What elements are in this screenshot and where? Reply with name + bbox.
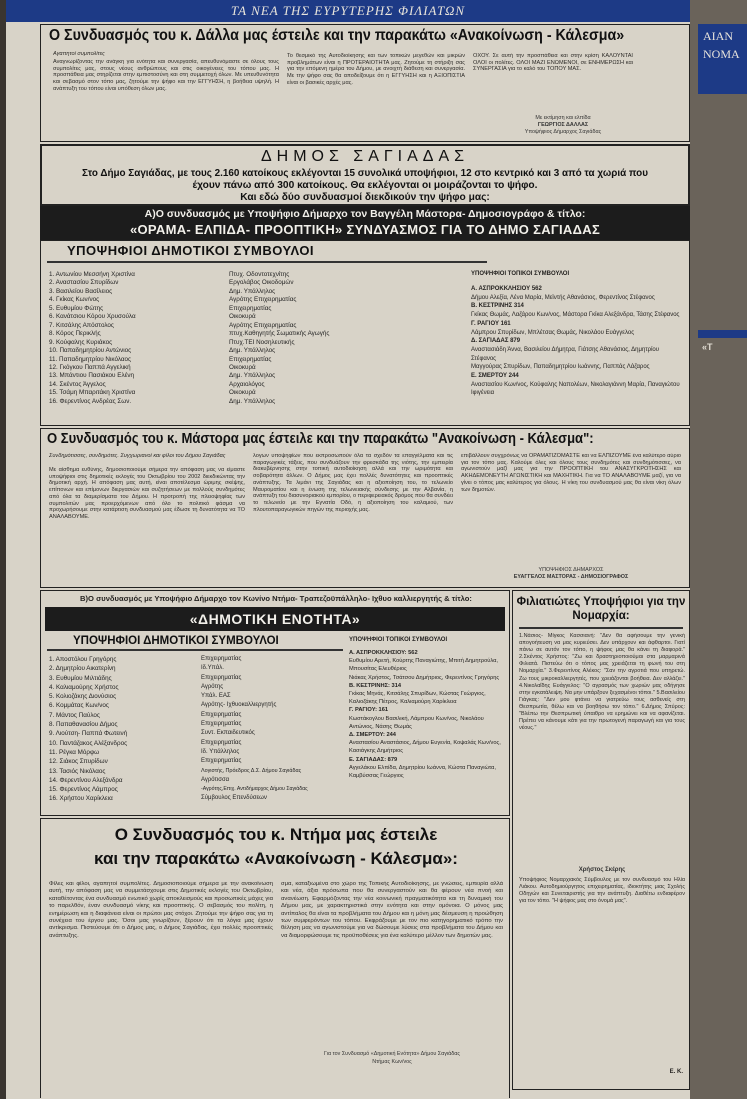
combo-a-jobs <box>229 271 465 406</box>
ntimas-col2: σμα, καταξιωμένα στο χώρο της Τοπικής Αυτοδιοίκησης, με γνώσεις, εμπειρία αλλά και νέα, άξια πρόσωπα που θα συνεργαστούν και θα φέρουν νέα πνοή και ανανέωση. Εφαρμόζοντας την νέα κοινωνική πραγματικότητα και τη δυναμική του Δήμου μας, με χαρακτηριστικά στην ενότητα και στην ομόνοια. Ο μόνος μας αντίπαλος θα είναι τα προβλήματα του Δήμου και η μόνη μας δέσμευση η προώθηση των συμφερόντων του τόπου. Εκφράζουμε με τον πιο κατηγορηματικό τρόπο την θέληση μας να αγωνιστούμε για να δώσουμε λύσεις στα προβλήματα του Δήμου και να διαμορφώσουμε τις προϋποθέσεις για ένα καλύτερο μέλλον των δημοτών μας. <box>281 881 503 939</box>
dallas-signer-role: Υποψήφιος Δήμαρχος Σαγιάδας <box>524 129 602 135</box>
combo-b-banner <box>45 607 505 631</box>
list-item: 13. Τασιός Νικόλαος <box>49 767 106 775</box>
local-village: Α. ΑΣΠΡΟΚΚΛΗΣΙΟΥ 562 <box>471 286 542 292</box>
combo-b-names <box>49 655 199 804</box>
list-item: Οικοκυρά <box>229 363 256 371</box>
combo-a-names <box>49 271 225 406</box>
municipality-line1: Στο Δήμο Σαγιάδας, με τους 2.160 κατοίκους εκλέγονται 15 συνολικά υποψήφιοι, 12 στο κεντρικό και 3 από τα χωριά που <box>82 168 648 179</box>
list-item: Δημ. Υπάλληλος <box>229 347 276 355</box>
list-item: Συντ. Εκπαιδευτικός <box>201 730 255 737</box>
list-item: Αγρότης <box>201 683 224 690</box>
local-names: Γκίκας Θωμάς, Λαζάρου Κων/νος, Μάστορα Γκίκα Αλεξάνδρα, Τάσης Στέφανος <box>471 312 680 319</box>
list-item: 16. Χρήστου Χαρίκλεια <box>49 795 113 803</box>
filiates-sig-name: Χρήστος Σκέρης <box>578 867 626 873</box>
combo-b-line2: «ΔΗΜΟΤΙΚΗ ΕΝΟΤΗΤΑ» <box>189 611 361 627</box>
masthead: ΤΑ ΝΕΑ ΤΗΣ ΕΥΡΥΤΕΡΗΣ ΦΙΛΙΑΤΩΝ <box>6 0 690 22</box>
list-item: Επιχειρηματίας <box>201 758 242 765</box>
mastoras-signer-role: ΥΠΟΨΗΦΙΟΣ ΔΗΜΑΡΧΟΣ <box>538 567 604 573</box>
local-names: Αναστασιάδη Άννα, Βασιλείου Δήμητρα, Γιάτσης Αθανάσιος, Δημητρίου Στέφανος <box>471 346 660 362</box>
list-item: 10. Παντάζακος Αλέξανδρος <box>49 739 128 747</box>
list-item: πτυχ.Καθηγητής Σωματικής Αγωγής <box>229 330 330 338</box>
mastoras-announcement <box>40 428 690 588</box>
combo-b-local <box>349 649 507 780</box>
municipality-title: ΔΗΜΟΣ ΣΑΓΙΑΔΑΣ <box>260 148 470 165</box>
list-item: 2. Δημητρίου Αικατερίνη <box>49 665 116 673</box>
list-item: Αγρότης Επιχειρηματίας <box>229 296 297 304</box>
local-village: Α. ΑΣΠΡΟΚΚΛΗΣΙΟΥ: 562 <box>349 650 418 656</box>
list-item: Αγρότης Επιχειρηματίας <box>229 321 297 329</box>
list-item: Οικοκυρά <box>229 313 256 321</box>
adjacent-page-edge <box>690 0 747 1099</box>
list-item: 5. Ευθυμίου Φώτης <box>49 304 104 312</box>
list-item: Λογιστής, Πρόεδρος Δ.Σ. Δήμου Σαγιάδας <box>201 767 302 774</box>
dallas-greeting: Αγαπητοί συμπολίτες <box>53 51 105 57</box>
list-item: 10. Παπαδημητρίου Αντώνιος <box>49 347 132 355</box>
list-item: 7. Μάντος Παύλος <box>49 711 100 719</box>
local-names: Δήμου Αλεξία, Λένα Μαρία, Μεϊντής Αθανάσιος, Φερεντίνος Στέφανος <box>471 294 655 301</box>
list-item: Σύμβουλος Επενδύσεων <box>201 795 267 802</box>
list-item: 16. Φερεντίνος Ανδρέας Σων. <box>49 397 132 405</box>
list-item: 11. Ρέγκα Μόρφω <box>49 748 99 756</box>
mastoras-col1: Με αίσθημα ευθύνης, δημοσιοποιούμε σήμερα την απόφαση μας να είμαστε υποψήφιοι στις δημοτικές εκλογές του Οκτωβρίου του 2002 διεκδικώντας την δημοτική αρχή. Η απόφαση μας αυτή, είναι αποτέλεσμα ώριμης σκέψης, επίπονων και επίμονων διεργασιών και συζητήσεων με πολλούς συνδημότες από όλα τα διαμερίσματα του Δήμου. Η προτροπή της πλειοψηφίας των συμπολιτών μας προερχόμενων από όλο το πολιτικό φάσμα να προχωρήσουμε στην κατάρτιση συνδυασμού μας έδωσε τη δυνατότητα να ΤΟ ΑΝΑΛΑΒΟΥΜΕ. <box>49 467 245 520</box>
list-item: Δημ. Υπάλληλος <box>229 287 276 295</box>
combo-a-local <box>471 285 685 398</box>
list-item: Επιχειρηματίας <box>201 656 242 662</box>
list-item: Δημ. Υπάλληλος <box>229 372 276 380</box>
local-village: Γ. ΡΑΓΙΟΥ: 161 <box>349 707 389 714</box>
list-item: Ιδ. Υπάλληλος <box>201 748 240 755</box>
list-item: Οικοκυρά <box>229 389 256 397</box>
local-village: Β. ΚΕΣΤΡΙΝΗΣ: 314 <box>349 682 402 689</box>
local-village: Β. ΚΕΣΤΡΙΝΗΣ 314 <box>471 303 524 310</box>
filiates-rule <box>519 627 683 629</box>
ntimas-signoff: Για τον Συνδυασμό «Δημοτική Ενότητα» Δήμου Σαγιάδας <box>324 1051 460 1057</box>
combo-a-list-title: ΥΠΟΨΗΦΙΟΙ ΔΗΜΟΤΙΚΟΙ ΣΥΜΒΟΥΛΟΙ <box>67 243 315 258</box>
list-item: Επιχειρηματίας <box>201 739 242 746</box>
list-item: 9. Κούφαλης Κυριάκος <box>49 338 113 346</box>
list-item: 6. Κομμάτας Κων/νος <box>49 702 109 710</box>
adjacent-page-strip <box>698 330 747 338</box>
list-item: 12. Γκόγκου Παππά Αγγελική <box>49 363 131 371</box>
list-item: 13. Μπάντιου Πασιάκου Ελένη <box>49 372 135 380</box>
ntimas-signer: Ντήμας Κων/νος <box>372 1059 412 1065</box>
mastoras-col2: λογων υποψηφίων που εκπροσωπούν όλα τα σχεδόν τα επαγγέλματα και τις παραγωγικές τάξεις, που συνδυάζουν την φρεσκάδα της νιότης, την εμπειρία διακυβέρνησης στην τοπική αυτοδιοίκηση αλλά και την ωριμότητα και σοβαρότητα άλλων. Ο Δήμος μας έχει πολλές δυνατότητες και προοπτικές ανάπτυξης. Τα λιμάνι της Σαγιάδας και η αξιοποίηση του, το τελωνείο Μαυροματίου και η ένωση της τελωνειακής σύνδεσης με την Αλβανία, η ανάπτυξη του διασυνοριακού εμπορίου, ο περιφερειακός δρόμος που θα συνδέει το τελωνείο με την Εγνατία Οδό, η αξιοποίηση του καλαμιού, των πλουτοπαραγωγικών πηγών της περιοχής μας. <box>253 453 453 513</box>
filiates-body: 1.Νάσιος- Μίγκος Κασσιανή: "Δεν θα αφήσουμε την γενική απογοήτευση να μας κυριεύσει. Δεν υπάρχουν και άφθαρτοι. Γιατί πάνω σε αυτόν τον τόπο, η ψήφος μας θα κάνει τη διαφορά." 2.Σκέντος Χρήστος: "Ζω και δραστηριοποιούμαι στα μαρμαρινά Φιλιατά. Πιστεύω ότι ο τόπος μας χρειάζεται τη φωνή του στη Νομαρχία." 3.Φερεντίνος Αλέκος: "Σαν την αγροτιά που υπηρετώ. Ζω τους μικροκαλλιεργητές, που χρειάζονται βοήθεια. Δεν αλλάζει." 4.Νικολαΐδης Ευάγγελος: "Ο αγρασμός των χωριών μας οδήγησε στην εγκατάλειψη. Να μην υπάρξουν ξεχασμένοι τόποι." 5.Βασιλείου Γιάγκας: "Δεν μου φτάνει να γιατρεύω τους ασθενείς στη Θεσπρωτία, θέλω και να βοηθήσω τον τόπο." 6.Δήμος Σπύρος: "Βλέπω την Θεσπρωτική ύπαιθρο να ερημώνει και να αφανίζεται. Πρέπει να κάνουμε κάτι για την πρωτογενή παραγωγή και για τους νέους." <box>519 633 685 732</box>
dallas-col2: Το θεσμικό της Αυτοδιοίκησης και των τοπικών μεγεθών και μικρών προβλημάτων είναι η ΠΡΟΤΕΡΑΙΟΤΗΤΑ μας. Ζητούμε τη στήριξη σας για την επόμενη ημέρα του Δήμου, με ανοιχτή διάθεση και συνεργασία. Με την ψήφο σας θα αποδείξουμε ότι η ΕΓΓΥΗΣΗ και η ΑΞΙΟΠΙΣΤΙΑ είναι οι βασικές αρχές μας. <box>287 53 465 86</box>
adjacent-page-heading: ΑΙΑΝ ΝΟΜΑ <box>698 24 747 94</box>
local-names: Μαγγούρας Σπυρίδων, Παπαδημητρίου Ιωάννης, Παππάς Λάζαρος <box>471 364 650 371</box>
list-item: 15. Φερεντίνος Λάμπρος <box>49 786 118 794</box>
mastoras-signer: ΕΥΑΓΓΕΛΟΣ ΜΑΣΤΟΡΑΣ - ΔΗΜΟΣΙΟΓΡΑΦΟΣ <box>513 574 629 580</box>
list-item: Επιχειρηματίας <box>201 674 242 681</box>
list-item: Αγρότης- Ιχθυοκαλλιεργητής <box>201 702 277 709</box>
local-village: Ε. ΣΜΕΡΤΟΥ 244 <box>471 373 519 380</box>
mastoras-greeting: Συνδημότισσες, συνδημότες. Συγχωριανοί και φίλοι του Δήμου Σαγιάδας <box>49 453 226 459</box>
ntimas-col1: Φίλες και φίλοι, αγαπητοί συμπολίτες. Δημοσιοποιούμε σήμερα με την ανακοίνωση αυτή, την απόφαση μας να συμμετάσχουμε στις Δημοτικές εκλογές του Οκτωβρίου, καταθέτοντας ένα συνδυασμό ενωτικό χωρίς αποκλεισμούς και προσωπικές μάχες για το παρελθόν, έναν συνδυασμό νίκης και προοπτικής. Ο σεβασμός του πολίτη, η ενημέρωση και η διαφάνεια είναι οι πρώτοι μας στόχοι. Ζητούμε την ψήφο σας για τη συνέχεια του έργου μας. Όσοι μας γνωρίζουν, ξέρουν ότι τα λόγια μας έχουν αντίκρισμα. Πιστεύουμε ότι ο Δήμος μας, ο Δήμος Σαγιάδας, έχει πολλές προοπτικές ανάπτυξης. <box>49 881 273 939</box>
list-item: 3. Βασιλείου Βασίλειος <box>49 287 113 295</box>
local-village: Δ. ΣΑΓΙΑΔΑΣ 879 <box>471 338 521 345</box>
filiates-title: Φιλιατιώτες Υποψήφιοι για την Νομαρχία: <box>516 596 686 622</box>
list-item: 15. Τσάμη Μπαριτάκη Χριστίνα <box>49 389 136 397</box>
combo-b-section <box>40 590 510 816</box>
dallas-signer: ΓΕΩΡΓΙΟΣ ΔΑΛΛΑΣ <box>537 122 589 128</box>
filiates-section <box>512 590 690 1090</box>
combo-b-list-title: ΥΠΟΨΗΦΙΟΙ ΔΗΜΟΤΙΚΟΙ ΣΥΜΒΟΥΛΟΙ <box>73 635 279 647</box>
local-names: Γκίκας Μηνάς, Κιτσάλης Σπυρίδων, Κώστας Γεώργιος, Καλιοζάκης Πέτρος, Καλιαμούρη Χαρίκλεια <box>349 691 486 706</box>
list-item: Υπάλ. ΕΑΣ <box>201 693 231 700</box>
municipality-box <box>40 144 690 206</box>
list-item: Επιχειρηματίας <box>229 355 272 363</box>
local-village: Ε. ΣΑΓΙΑΔΑΣ: 879 <box>349 756 398 763</box>
combo-a-local-title: ΥΠΟΨΗΦΙΟΙ ΤΟΠΙΚΟΙ ΣΥΜΒΟΥΛΟΙ <box>471 271 570 277</box>
local-village: Γ. ΡΑΓΙΟΥ 161 <box>471 320 511 327</box>
local-names: Αναστασίου Κων/νος, Κούφαλης Ναπολέων, Νικολαγιάννη Μαρία, Παναγιώτου Ιφιγένεια <box>471 381 680 397</box>
combo-b-line1: Β)Ο συνδυασμός με Υποψήφιο Δήμαρχο τον Κωνίνο Ντήμα- Τραπεζοϋπάλληλο- Ιχθυο καλλιεργητής & τίτλο: <box>80 594 472 603</box>
newspaper-page <box>6 0 690 1099</box>
list-item: 4. Καλιαμούρης Χρήστος <box>49 683 119 691</box>
list-item: 14. Σκέντος Άγγελος <box>49 380 106 388</box>
local-names: Ευθυμίου Αρετή, Κούρτης Παναγιώτης, Μπιτή Δημητρούλα, Μπουσίτας Ελευθέριος <box>349 658 498 673</box>
list-item: 11. Παπαδημητρίου Νικόλαος <box>49 355 132 363</box>
list-item: -Αγρότης,Επιχ. Αντιδήμαρχος Δήμου Σαγιάδας <box>201 786 308 793</box>
combo-b-jobs <box>201 655 345 804</box>
municipality-line2: έχουν πάνω από 300 κατοίκους. Θα εκλέγονται οι μοιράζονται το ψήφο. <box>192 180 538 191</box>
list-item: Επιχειρηματίας <box>201 711 242 718</box>
list-item: Εργολάβος Οικοδομών <box>229 279 294 287</box>
local-names: Αναστασίου Αναστάσιος, Δήμου Ευγενία, Κοψαλάς Κων/νος, Κασιάγκης Δημήτριος <box>349 740 501 755</box>
list-item: Πτυχ. Οδοντοτεχνίτης <box>229 271 290 278</box>
adjacent-page-marker: «Τ <box>702 342 713 352</box>
combo-a-rule <box>47 261 487 263</box>
list-item: 3. Ευθυμίου Μιλτιάδης <box>49 674 112 682</box>
dallas-title: Ο Συνδυασμός του κ. Δάλλα μας έστειλε και την παρακάτω «Ανακοίνωση - Κάλεσμα» <box>49 27 625 44</box>
list-item: 5. Κολιοζάκης Διονύσιος <box>49 693 117 701</box>
dallas-col1: Αναγνωρίζοντας την ανάγκη για ενότητα και συνεργασία, απευθυνόμαστε σε όλους τους συμπολίτες μας, στους νέους ανθρώπους και στις οικογένειες του τόπου μας. Η προσπάθεια μας στηρίζεται στην εμπιστοσύνη και στη συμμετοχή όλων. Με υπευθυνότητα και σεβασμό στον τόπο μας, ζητούμε την ψήφο και την ΕΓΓΥΗΣΗ, η βοήθεια υψηλή. Η ανάπτυξη του τόπου είναι υπόθεση όλων μας. <box>53 59 279 92</box>
mastoras-title: Ο Συνδυασμός του κ. Μάστορα μας έστειλε και την παρακάτω "Ανακοίνωση - Κάλεσμα": <box>47 431 594 447</box>
list-item: 8. Κόρος Περικλής <box>49 330 101 338</box>
combo-a-line1: Α)Ο συνδυασμός με Υποψήφιο Δήμαρχο τον Βαγγέλη Μάστορα- Δημοσιογράφο & τίτλο: <box>144 208 586 220</box>
local-names: Λάμπρου Σπυρίδων, Μπλέτσας Θωμάς, Νικολάου Ευάγγελος <box>471 329 635 336</box>
list-item: Ιδ.Υπάλ. <box>201 665 224 672</box>
list-item: 14. Φερεντίνου Αλεξάνδρα <box>49 776 123 784</box>
dallas-col3: ΟΧΟΥ. Σε αυτή την προσπάθεια και στην κρίση ΚΑΛΟΥΝΤΑΙ ΟΛΟΙ οι πολίτες. ΟΛΟΙ ΜΑΖΙ ΕΝΩΜΕΝΟΙ, σε ΕΝΗΜΕΡΩΣΗ και ΣΥΝΕΡΓΑΣΙΑ για το καλό του ΤΟΠΟΥ ΜΑΣ. <box>473 53 633 73</box>
dallas-signoff: Με εκτίμηση και ελπίδα <box>535 115 591 121</box>
municipality-line3: Και εδώ δύο συνδυασμοί διεκδικούν την ψήφο μας: <box>240 192 490 203</box>
dallas-announcement <box>40 24 690 142</box>
list-item: 1. Αντωνίου Μεσσήνη Χριστίνα <box>49 271 135 278</box>
local-names: Αγγελάκου Ελπίδα, Δημητρίου Ιωάννα, Κώστα Παναγιώτα, Καμβύσσας Γεώργιος <box>349 764 496 780</box>
local-names: Κωστάκογλου Βασιλική, Λάμπρου Κων/νος, Νικολάου Αντώνιος, Νάσης Θωμάς <box>349 715 484 730</box>
list-item: 2. Αναστασίου Σπυρίδων <box>49 279 119 287</box>
list-item: 9. Λιούτση- Παππά Φωτεινή <box>49 730 128 738</box>
list-item: Δημ. Υπάλληλος <box>229 397 276 405</box>
list-item: Πτυχ.ΤΕΙ Νοσηλευτικής <box>229 338 295 346</box>
list-item: 4. Γκίκας Κων/νος <box>49 296 100 304</box>
filiates-sig-body: Υποψήφιος Νομαρχιακός Σύμβουλος με τον συνδυασμό του Ηλία Λιάκου. Αυτοδημιούργητος επιχειρηματίας, ιδιοκτήτης μιας Σχολής Οδηγών και Συνεταιριστής για την ανάπτυξη. Διαθέτω ενδιαφέρον για τον τόπο. "Η ψήφος μας στο όνομά μας". <box>519 877 685 905</box>
combo-a-section <box>40 240 690 426</box>
list-item: 6. Κανάτσιου Κόρου Χρυσούλα <box>49 313 136 321</box>
list-item: Επιχειρηματίας <box>229 304 272 312</box>
list-item: Επιχειρηματίας <box>201 721 242 728</box>
combo-a-banner <box>40 206 690 240</box>
list-item: Αρχαιολόγος <box>229 380 265 388</box>
local-names: Νιάκας Χρήστος, Τσάτσου Δημήτριος, Φερεντίνος Γρηγόρης <box>349 674 500 681</box>
list-item: Αγρότισσα <box>201 776 230 783</box>
list-item: 1. Αποστόλου Γρηγόρης <box>49 656 117 663</box>
combo-b-local-title: ΥΠΟΨΗΦΙΟΙ ΤΟΠΙΚΟΙ ΣΥΜΒΟΥΛΟΙ <box>349 637 448 643</box>
list-item: 8. Παπαθανασίου Δήμος <box>49 721 118 729</box>
list-item: 12. Σιάκος Σπυρίδων <box>49 758 108 766</box>
filiates-sign-off: Ε. Κ. <box>669 1069 683 1075</box>
combo-a-line2: «ΟΡΑΜΑ- ΕΛΠΙΔΑ- ΠΡΟΟΠΤΙΚΗ» ΣΥΝΔΥΑΣΜΟΣ ΓΙΑ ΤΟ ΔΗΜΟ ΣΑΓΙΑΔΑΣ <box>129 222 601 237</box>
ntimas-title-line2: και την παρακάτω «Ανακοίνωση - Κάλεσμα»: <box>94 849 458 868</box>
ntimas-title-line1: Ο Συνδυασμός του κ. Ντήμα μας έστειλε <box>114 825 438 844</box>
combo-b-rule <box>47 649 343 651</box>
mastoras-col3: επιβάλλουν συγχρόνως να ΟΡΑΜΑΤΙΖΟΜΑΣΤΕ και να ΕΛΠΙΖΟΥΜΕ ένα καλύτερο αύριο για τον τόπο μας. Καλούμε όλες και όλους τους συνδημότες και συνδημότισσες, να αγωνιστούν μαζί μας για την ΠΡΟΟΠΤΙΚΗ του ΑΝΑΣΥΓΚΡΟΤΗΣΗΣ και ΑΚΗΔΕΜΟΝΕΥΤΗ ΑΓΩΝΙΣΤΙΚΗ και ΜΑΧΗΤΙΚΗ. Για να ΤΟ ΑΝΑΛΑΒΟΥΜΕ μαζί, για να γίνει ο τόπος μας καλύτερος για όλους. Η νίκη του συνδυασμού μας θα είναι νίκη όλων των δημοτών. <box>461 453 681 493</box>
local-village: Δ. ΣΜΕΡΤΟΥ: 244 <box>349 732 396 739</box>
ntimas-announcement <box>40 818 510 1098</box>
list-item: 7. Κιτσάλης Απόστολος <box>49 321 114 329</box>
